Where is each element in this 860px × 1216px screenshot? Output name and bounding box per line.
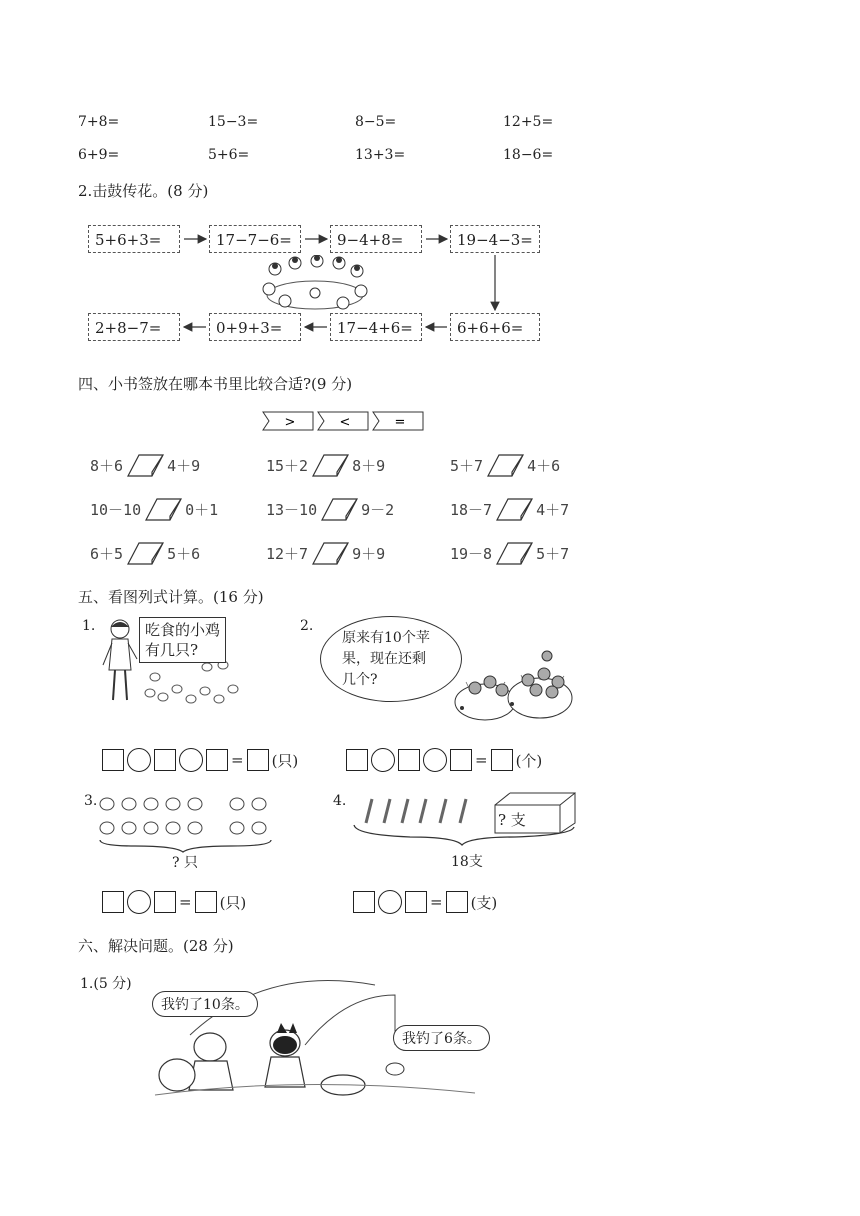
operator-circle[interactable]	[378, 890, 402, 914]
drum-box: 19−4−3=	[450, 225, 540, 253]
book-answer-slot[interactable]	[485, 452, 525, 478]
book-answer-slot[interactable]	[319, 496, 359, 522]
drum-box: 2+8−7=	[88, 313, 180, 341]
drum-box: 5+6+3=	[88, 225, 180, 253]
comparison-item	[266, 540, 385, 566]
bubble-line: 吃食的小鸡	[145, 621, 221, 639]
calc-item: 7+8=	[78, 114, 120, 130]
operator-circle[interactable]	[371, 748, 395, 772]
answer-box[interactable]	[446, 891, 468, 913]
left-expression: 12＋7	[266, 544, 309, 563]
drum-box: 9−4+8=	[330, 225, 422, 253]
problem2-equation	[346, 748, 542, 772]
problem3-number: 3.	[84, 793, 98, 809]
problem2-number: 2.	[300, 618, 314, 634]
bubble-line: 有几只?	[145, 641, 199, 659]
drum-title: 2.击鼓传花。(8 分)	[78, 182, 209, 200]
calc-item: 13+3=	[355, 147, 406, 163]
book-answer-slot[interactable]	[143, 496, 183, 522]
section4-title: 四、小书签放在哪本书里比较合适?(9 分)	[78, 375, 353, 393]
calc-item: 6+9=	[78, 147, 120, 163]
equals-sign: =	[430, 893, 443, 911]
problem2-bubble-text	[342, 628, 430, 691]
problem4-equation	[353, 890, 497, 914]
operator-circle[interactable]	[127, 890, 151, 914]
right-expression: 5＋7	[536, 544, 570, 563]
comparison-item	[266, 496, 394, 522]
unit-label: (只)	[271, 751, 299, 770]
book-answer-slot[interactable]	[125, 452, 165, 478]
operator-circle[interactable]	[127, 748, 151, 772]
equals-sign: =	[475, 751, 488, 769]
answer-box[interactable]	[346, 749, 368, 771]
calc-item: 8−5=	[355, 114, 397, 130]
left-expression: 13－10	[266, 500, 318, 519]
calc-item: 15−3=	[208, 114, 259, 130]
answer-box[interactable]	[154, 891, 176, 913]
drum-box: 17−7−6=	[209, 225, 301, 253]
operator-circle[interactable]	[179, 748, 203, 772]
hedgehogs-apples-illustration	[440, 650, 580, 725]
drum-arrows	[0, 0, 860, 360]
answer-box[interactable]	[353, 891, 375, 913]
bubble-line: 果，现在还剩	[342, 651, 426, 667]
answer-box[interactable]	[491, 749, 513, 771]
calc-item: 18−6=	[503, 147, 554, 163]
comparison-item	[90, 452, 200, 478]
problem1-number: 1.	[82, 618, 96, 634]
left-expression: 15＋2	[266, 456, 309, 475]
bubble-line: 几个?	[342, 672, 378, 688]
book-answer-slot[interactable]	[310, 540, 350, 566]
right-expression: 8＋9	[352, 456, 386, 475]
left-expression: 6＋5	[90, 544, 124, 563]
section6-title: 六、解决问题。(28 分)	[78, 937, 234, 955]
bubble-line: 原来有10个苹	[342, 630, 430, 646]
comparison-item	[90, 540, 200, 566]
comparison-item	[90, 496, 218, 522]
right-expression: 5＋6	[167, 544, 201, 563]
right-expression: 9＋9	[352, 544, 386, 563]
problem4-number: 4.	[333, 793, 347, 809]
symbol-lt: <	[339, 415, 351, 430]
answer-box[interactable]	[195, 891, 217, 913]
equals-sign: =	[179, 893, 192, 911]
book-answer-slot[interactable]	[125, 540, 165, 566]
answer-box[interactable]	[206, 749, 228, 771]
left-expression: 19－8	[450, 544, 493, 563]
problem3-question: ? 只	[172, 855, 198, 871]
cats-illustration	[95, 790, 285, 855]
left-expression: 8＋6	[90, 456, 124, 475]
symbol-eq: =	[394, 415, 406, 430]
problem3-equation	[102, 890, 246, 914]
unit-label: (支)	[470, 893, 498, 912]
answer-box[interactable]	[154, 749, 176, 771]
left-expression: 18－7	[450, 500, 493, 519]
drum-box: 17−4+6=	[330, 313, 422, 341]
problem1-equation	[102, 748, 298, 772]
comparison-item	[450, 496, 569, 522]
answer-box[interactable]	[450, 749, 472, 771]
answer-box[interactable]	[398, 749, 420, 771]
right-expression: 4＋7	[536, 500, 570, 519]
comparison-item	[450, 540, 569, 566]
right-expression: 9－2	[361, 500, 395, 519]
problem1-bubble	[139, 617, 226, 663]
pencil-box-label: ? 支	[498, 811, 526, 829]
unit-label: (只)	[219, 893, 247, 912]
bubble-10: 我钓了10条。	[152, 991, 258, 1017]
operator-circle[interactable]	[423, 748, 447, 772]
symbol-gt: >	[284, 415, 296, 430]
comparison-item	[266, 452, 385, 478]
drum-box: 0+9+3=	[209, 313, 301, 341]
book-answer-slot[interactable]	[494, 496, 534, 522]
left-expression: 10－10	[90, 500, 142, 519]
answer-box[interactable]	[247, 749, 269, 771]
children-circle-illustration	[255, 255, 375, 313]
right-expression: 0＋1	[185, 500, 219, 519]
right-expression: 4＋6	[527, 456, 561, 475]
bookmark-symbols	[262, 410, 427, 432]
unit-label: (个)	[515, 751, 543, 770]
equals-sign: =	[231, 751, 244, 769]
answer-box[interactable]	[102, 891, 124, 913]
answer-box[interactable]	[405, 891, 427, 913]
right-expression: 4＋9	[167, 456, 201, 475]
calc-item: 12+5=	[503, 114, 554, 130]
pencil-total: 18支	[451, 854, 483, 870]
drum-box: 6+6+6=	[450, 313, 540, 341]
section5-title: 五、看图列式计算。(16 分)	[78, 588, 264, 606]
calc-item: 5+6=	[208, 147, 250, 163]
book-answer-slot[interactable]	[310, 452, 350, 478]
pencils-illustration	[350, 785, 585, 847]
book-answer-slot[interactable]	[494, 540, 534, 566]
left-expression: 5＋7	[450, 456, 484, 475]
comparison-item	[450, 452, 560, 478]
answer-box[interactable]	[102, 749, 124, 771]
bubble-6: 我钓了6条。	[393, 1025, 490, 1051]
question1-label: 1.(5 分)	[80, 976, 132, 992]
